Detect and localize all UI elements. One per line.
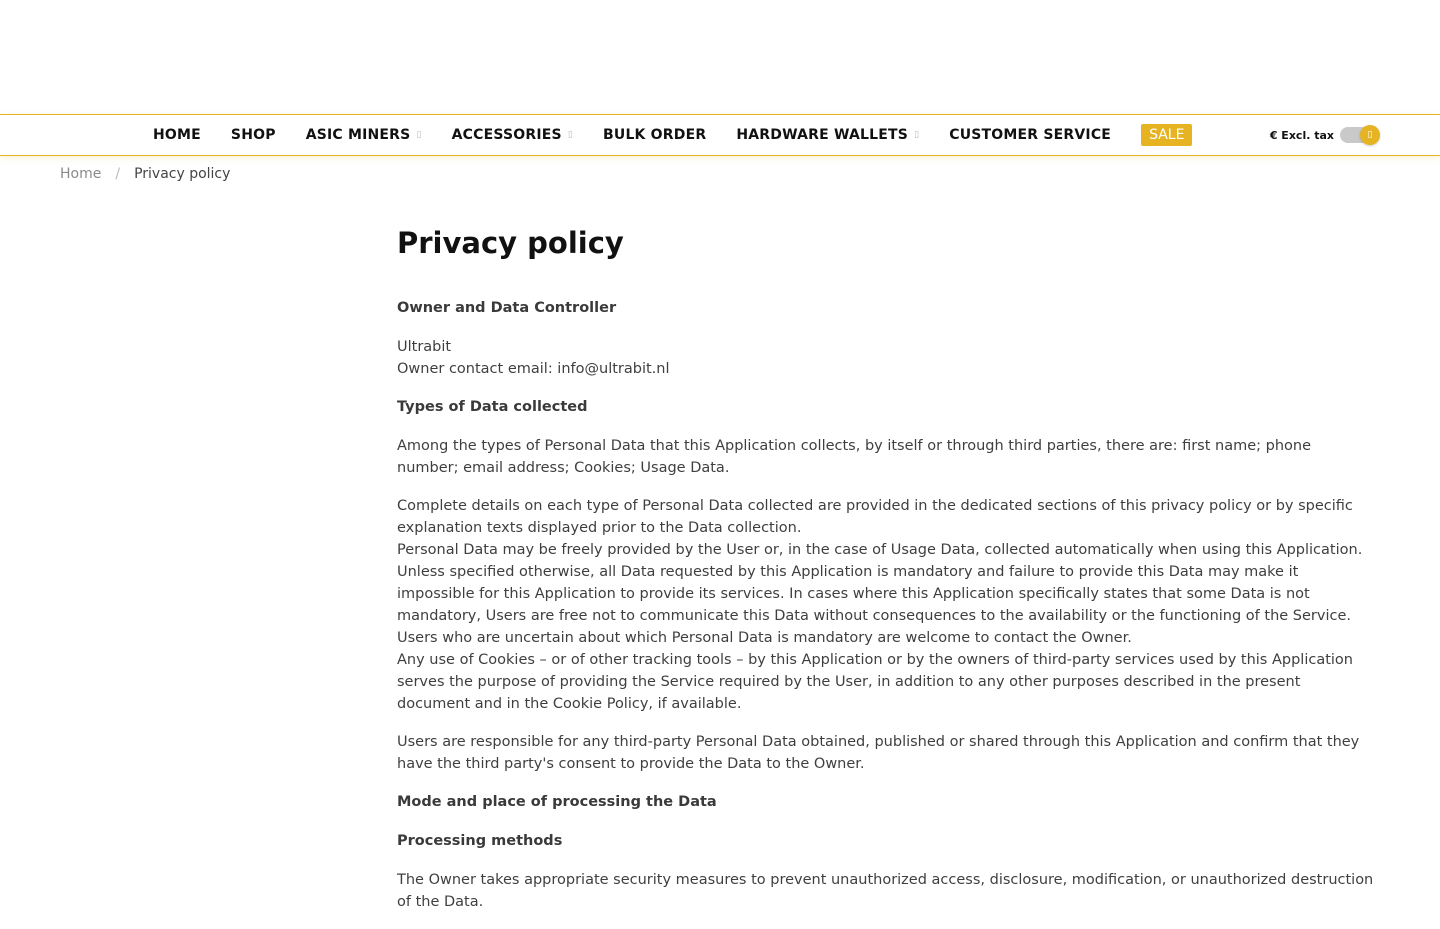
- nav-item-asic-miners[interactable]: [291, 115, 437, 155]
- breadcrumb-current: Privacy policy: [134, 166, 231, 182]
- page-title: Privacy policy: [397, 226, 624, 260]
- section-heading-mode: Mode and place of processing the Data: [397, 794, 717, 810]
- nav-item-hardware-wallets[interactable]: [721, 115, 934, 155]
- owner-name: Ultrabit: [397, 339, 452, 355]
- toggle-knob-icon: ▯: [1360, 125, 1380, 145]
- breadcrumb: [60, 166, 230, 182]
- paragraph-types-2a: Complete details on each type of Personal Data collected are provided in the dedicated sections of this privacy policy or by specific explanation texts displayed prior to the Data collection.: [397, 498, 1353, 536]
- tax-toggle: [1270, 115, 1378, 155]
- paragraph-types-2b: Personal Data may be freely provided by the User or, in the case of Usage Data, collected automatically when using this Application.: [397, 542, 1363, 558]
- paragraph-types-2c: Unless specified otherwise, all Data requested by this Application is mandatory and failure to provide this Data may make it impossible for this Application to provide its services. In cases where this Application specifically states that some Data is not mandatory, Users are free not to communicate this Data without consequences to the availability or the functioning of the Service.: [397, 564, 1351, 624]
- section-heading-types: Types of Data collected: [397, 399, 588, 415]
- paragraph-types-2e: Any use of Cookies – or of other tracking tools – by this Application or by the owners of third-party services used by this Application serves the purpose of providing the Service required by the User, in addition to any other purposes described in the present document and in the Cookie Policy, if available.: [397, 652, 1353, 712]
- nav-item-label: CUSTOMER SERVICE: [949, 127, 1112, 143]
- nav-item-label: SHOP: [230, 127, 276, 143]
- chevron-down-icon: ▯: [416, 130, 422, 140]
- paragraph-methods-1: The Owner takes appropriate security measures to prevent unauthorized access, disclosure, modification, or unauthorized destruction of the Data.: [397, 872, 1374, 910]
- nav-item-shop[interactable]: [216, 115, 291, 155]
- nav-item-label: ASIC MINERS: [305, 127, 411, 143]
- nav-item-customer-service[interactable]: [934, 115, 1126, 155]
- paragraph-types-2d: Users who are uncertain about which Personal Data is mandatory are welcome to contact the Owner.: [397, 630, 1132, 646]
- nav-item-label: HARDWARE WALLETS: [736, 127, 909, 143]
- paragraph-types-1: Among the types of Personal Data that this Application collects, by itself or through third parties, there are: first name; phone number; email address; Cookies; Usage Data.: [397, 438, 1312, 476]
- nav-item-accessories[interactable]: [437, 115, 588, 155]
- tax-toggle-switch[interactable]: [1340, 127, 1378, 143]
- main-navigation: [0, 114, 1440, 156]
- owner-email: Owner contact email: info@ultrabit.nl: [397, 361, 670, 377]
- nav-item-label: HOME: [153, 127, 201, 143]
- nav-item-label: ACCESSORIES: [451, 127, 562, 143]
- chevron-down-icon: ▯: [567, 130, 573, 140]
- nav-item-home[interactable]: [138, 115, 216, 155]
- section-heading-owner: Owner and Data Controller: [397, 300, 617, 316]
- main-content: [397, 222, 1377, 929]
- paragraph-types-3: Users are responsible for any third-party Personal Data obtained, published or shared through this Application and confirm that they have the third party's consent to provide the Data to the Owner.: [397, 734, 1360, 772]
- breadcrumb-separator: /: [115, 166, 121, 182]
- chevron-down-icon: ▯: [914, 130, 920, 140]
- nav-item-bulk-order[interactable]: [588, 115, 721, 155]
- breadcrumb-home-link[interactable]: Home: [60, 166, 102, 182]
- nav-menu: [138, 115, 1192, 155]
- tax-toggle-label: € Excl. tax: [1269, 128, 1334, 142]
- section-heading-methods: Processing methods: [397, 833, 563, 849]
- header-top-area: [0, 0, 1440, 114]
- nav-item-label: BULK ORDER: [603, 127, 707, 143]
- nav-item-sale[interactable]: SALE: [1141, 124, 1192, 146]
